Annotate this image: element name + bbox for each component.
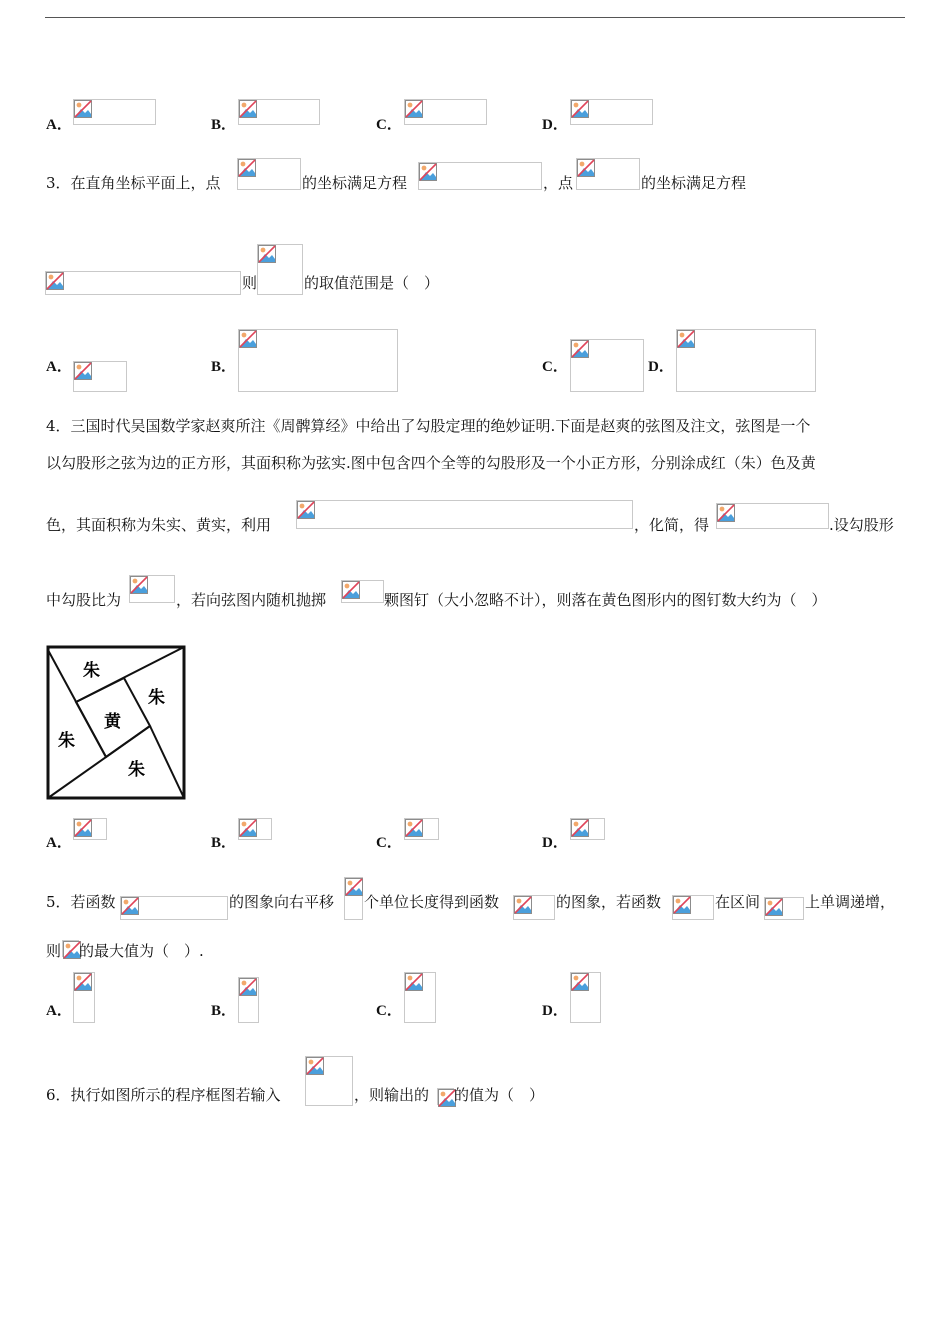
formula-image bbox=[305, 1056, 353, 1106]
formula-image bbox=[62, 940, 79, 957]
formula-image bbox=[238, 977, 259, 1023]
q3-option-label-a: A． bbox=[46, 359, 72, 375]
q5-option-label-b: B． bbox=[211, 1003, 237, 1019]
q4-option-label-b: B． bbox=[211, 835, 237, 851]
q6-text-1: 6．执行如图所示的程序框图若输入 bbox=[46, 1086, 281, 1104]
q5-option-label-a: A． bbox=[46, 1003, 72, 1019]
q5-text-4: 的图象，若函数 bbox=[556, 893, 662, 911]
q5-option-label-c: C． bbox=[376, 1003, 402, 1019]
q4-line-1: 4．三国时代吴国数学家赵爽所注《周髀算经》中给出了勾股定理的绝妙证明.下面是赵爽的弦图及注文，弦图是一个 bbox=[46, 417, 811, 435]
formula-image bbox=[570, 339, 644, 392]
q5-text-7: 则 bbox=[46, 942, 62, 960]
option-label-b: B． bbox=[211, 117, 237, 133]
formula-image bbox=[238, 329, 398, 392]
q6-text-2: ，则输出的 bbox=[354, 1086, 430, 1104]
formula-image bbox=[404, 972, 436, 1023]
figure-label-zhu: 朱 bbox=[128, 760, 145, 780]
formula-image bbox=[238, 99, 320, 125]
formula-image bbox=[716, 503, 829, 529]
q3-text-4: 的坐标满足方程 bbox=[641, 174, 747, 192]
figure-label-zhu: 朱 bbox=[148, 688, 165, 708]
q4-line-4a: 中勾股比为 bbox=[46, 591, 122, 609]
formula-image bbox=[73, 818, 107, 840]
q3-text-5: 则 bbox=[242, 274, 258, 292]
figure-label-zhu: 朱 bbox=[58, 731, 75, 751]
formula-image bbox=[764, 897, 804, 920]
formula-image bbox=[120, 896, 228, 920]
formula-image bbox=[73, 361, 127, 392]
q5-text-1: 5．若函数 bbox=[46, 893, 116, 911]
q3-text-2: 的坐标满足方程 bbox=[302, 174, 408, 192]
q5-option-label-d: D． bbox=[542, 1003, 568, 1019]
q3-text-1: 3．在直角坐标平面上，点 bbox=[46, 174, 221, 192]
figure-label-zhu: 朱 bbox=[83, 661, 100, 681]
q4-line-4b: ，若向弦图内随机抛掷 bbox=[176, 591, 327, 609]
formula-image bbox=[344, 877, 363, 920]
q4-line-3a: 色，其面积称为朱实、黄实，利用 bbox=[46, 516, 272, 534]
q4-line-3b: ，化简，得 bbox=[634, 516, 710, 534]
formula-image bbox=[437, 1088, 454, 1105]
q5-text-6: 上单调递增， bbox=[805, 893, 896, 911]
formula-image bbox=[129, 575, 175, 603]
option-label-d: D． bbox=[542, 117, 568, 133]
formula-image bbox=[73, 99, 156, 125]
formula-image bbox=[576, 158, 640, 190]
formula-image bbox=[570, 99, 653, 125]
figure-label-huang: 黄 bbox=[104, 712, 121, 732]
q5-text-8: 的最大值为（ ）. bbox=[79, 942, 204, 960]
q4-option-label-a: A． bbox=[46, 835, 72, 851]
q3-option-label-c: C． bbox=[542, 359, 568, 375]
q3-option-label-b: B． bbox=[211, 359, 237, 375]
formula-image bbox=[570, 972, 601, 1023]
q5-text-2: 的图象向右平移 bbox=[229, 893, 335, 911]
q5-text-3: 个单位长度得到函数 bbox=[364, 893, 500, 911]
q6-text-3: 的值为（ ） bbox=[454, 1086, 545, 1104]
formula-image bbox=[570, 818, 605, 840]
formula-image bbox=[341, 580, 384, 603]
q4-line-4c: 颗图钉（大小忽略不计），则落在黄色图形内的图钉数大约为（ ） bbox=[384, 591, 827, 609]
formula-image bbox=[672, 895, 714, 920]
q3-text-6: 的取值范围是（ ） bbox=[304, 274, 440, 292]
formula-image bbox=[418, 162, 542, 190]
formula-image bbox=[296, 500, 633, 529]
option-label-a: A． bbox=[46, 117, 72, 133]
q4-option-label-c: C． bbox=[376, 835, 402, 851]
formula-image bbox=[404, 99, 487, 125]
formula-image bbox=[237, 158, 301, 190]
formula-image bbox=[404, 818, 439, 840]
formula-image bbox=[676, 329, 816, 392]
header-rule bbox=[45, 17, 905, 18]
q4-line-3c: .设勾股形 bbox=[829, 516, 894, 534]
option-label-c: C． bbox=[376, 117, 402, 133]
q5-text-5: 在区间 bbox=[715, 893, 761, 911]
xian-tu-figure bbox=[46, 645, 186, 800]
formula-image bbox=[73, 972, 95, 1023]
formula-image bbox=[45, 271, 241, 295]
formula-image bbox=[257, 244, 303, 295]
q3-text-3: ，点 bbox=[543, 174, 574, 192]
formula-image bbox=[513, 895, 555, 920]
q3-option-label-d: D． bbox=[648, 359, 674, 375]
q4-line-2: 以勾股形之弦为边的正方形，其面积称为弦实.图中包含四个全等的勾股形及一个小正方形，分别涂成红（朱）色及黄 bbox=[46, 454, 816, 472]
q4-option-label-d: D． bbox=[542, 835, 568, 851]
formula-image bbox=[238, 818, 272, 840]
